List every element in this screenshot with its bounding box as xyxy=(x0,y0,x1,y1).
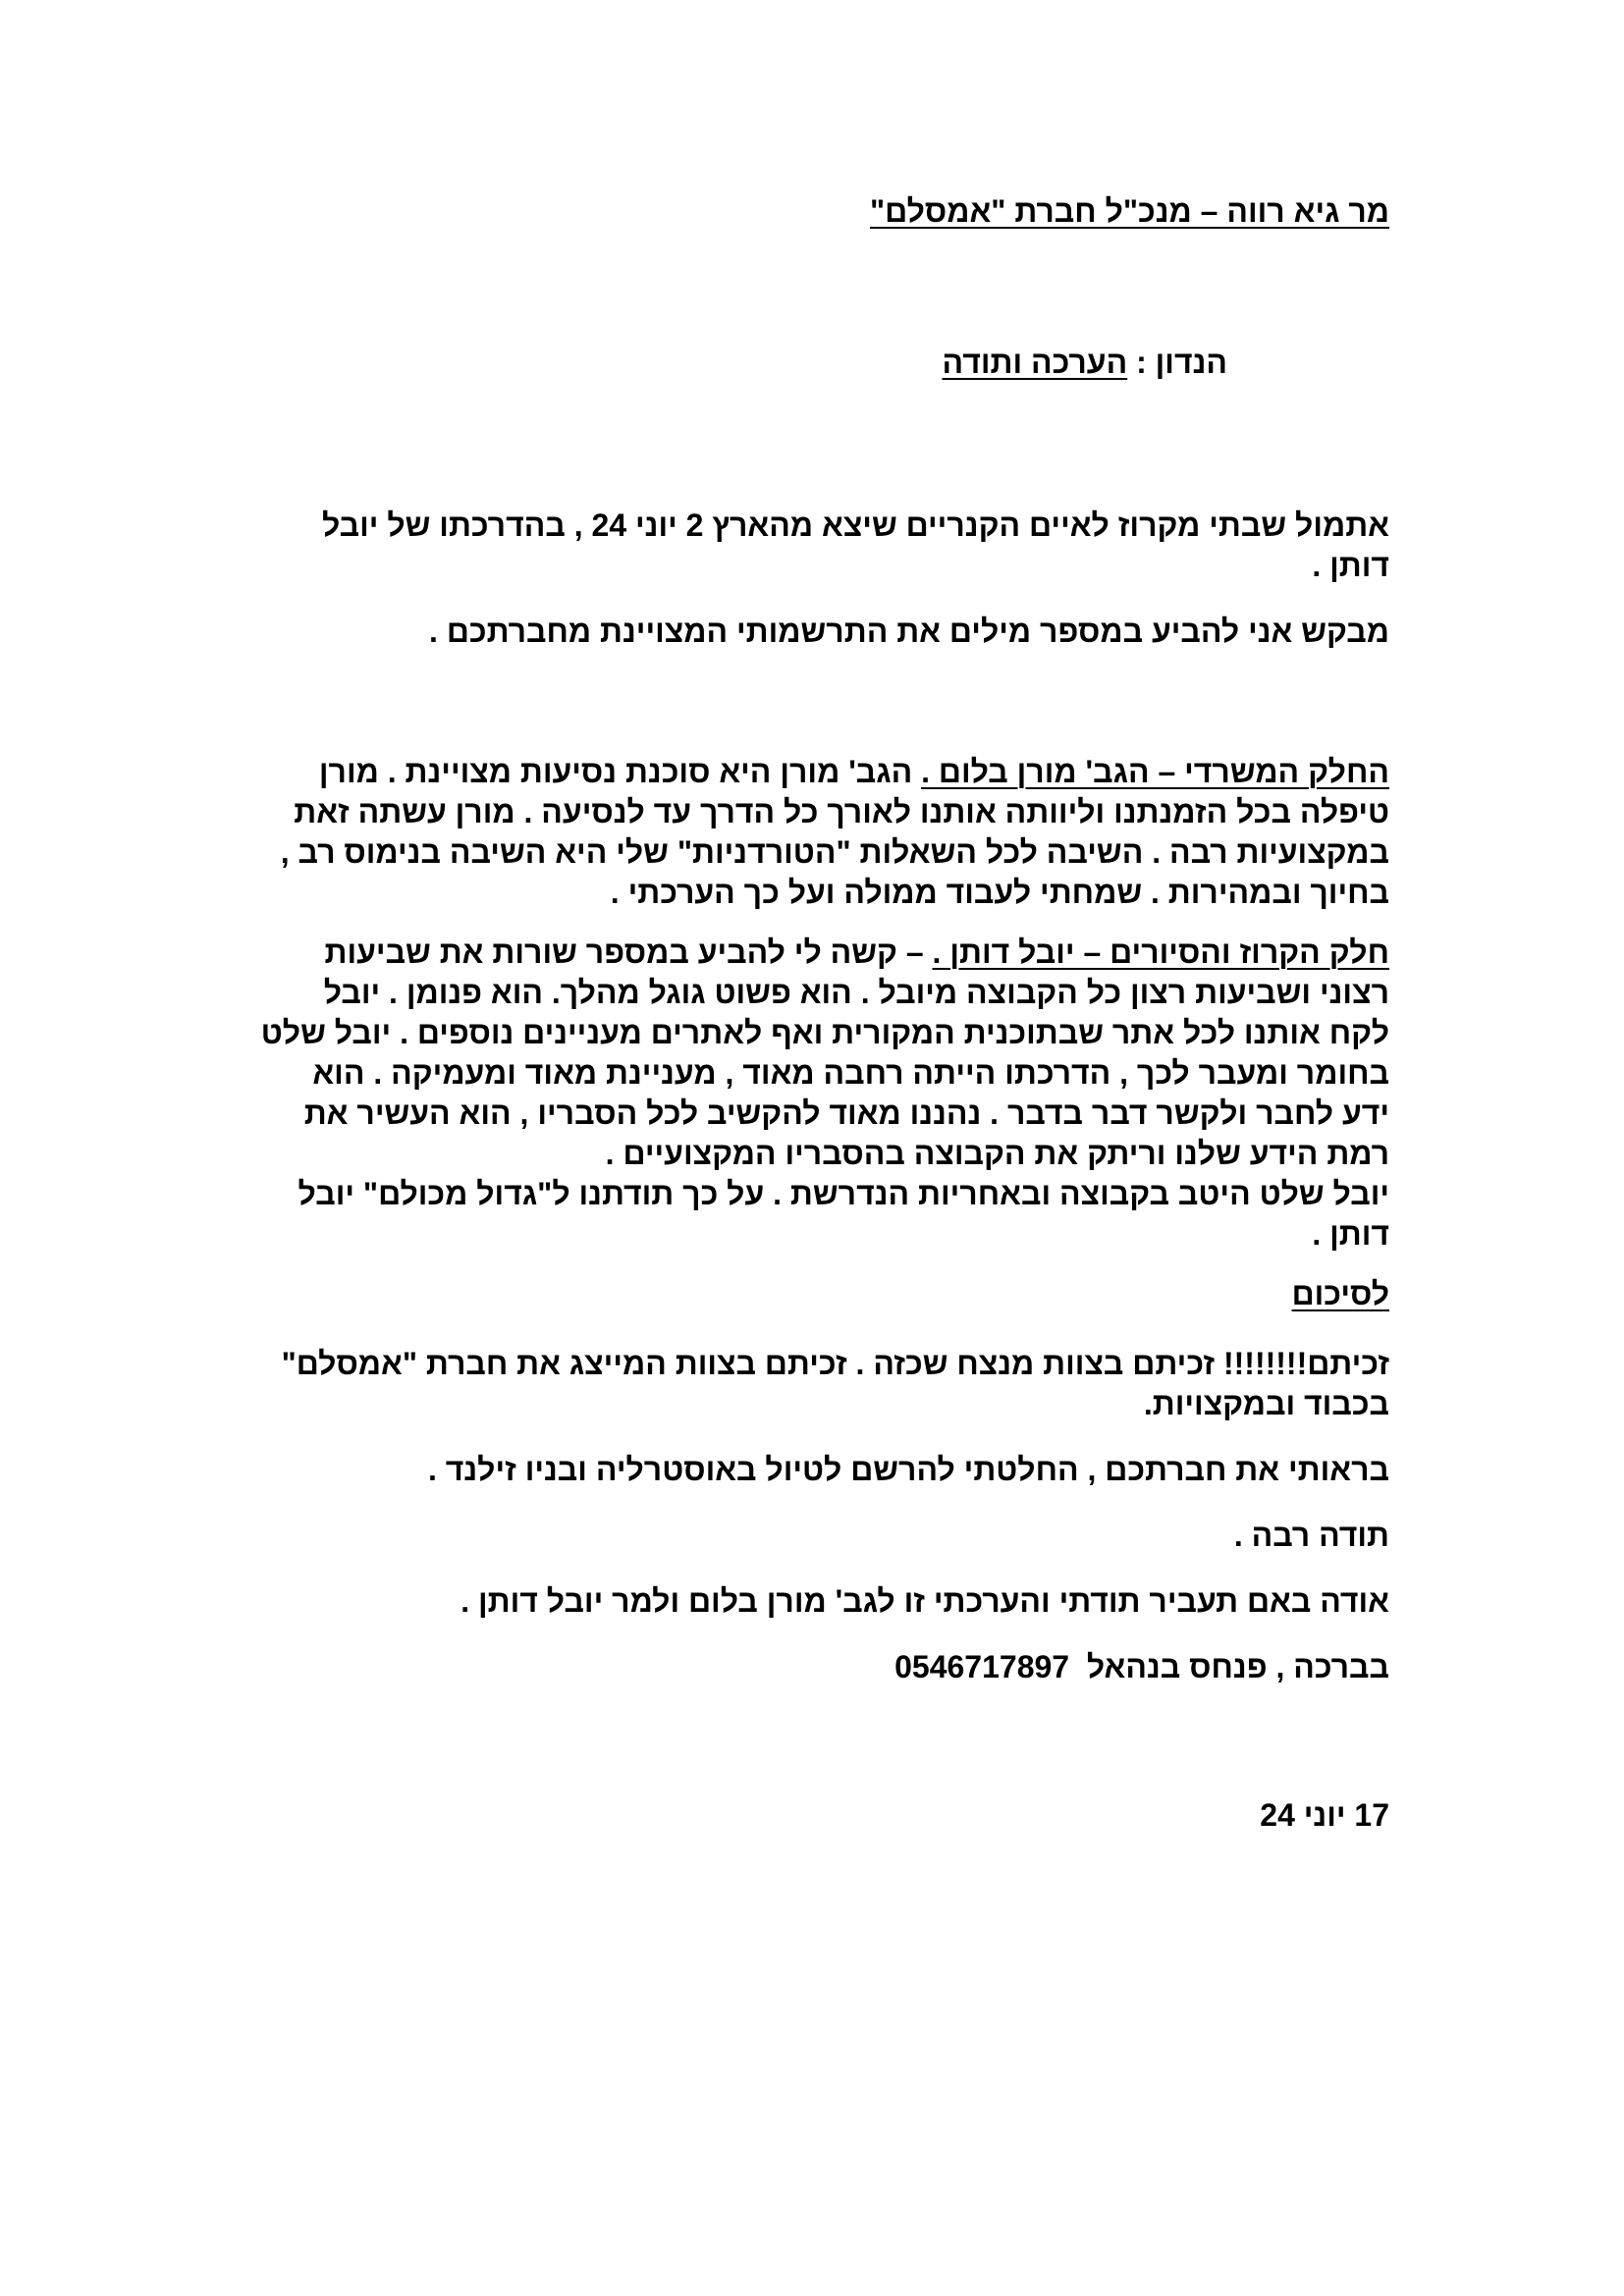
summary-heading: לסיכום xyxy=(1291,1276,1389,1311)
letter-date: 17 יוני 24 xyxy=(1260,1797,1389,1833)
office-section xyxy=(260,752,1389,913)
subject-value: הערכה ותודה xyxy=(942,345,1128,380)
request-line: אודה באם תעביר תודתי והערכתי זו לגב' מורן בלום ולמר יובל דותן . xyxy=(460,1583,1389,1619)
summary-paragraph-2: בראותי את חברתכם , החלטתי להרשם לטיול באוסטרליה ובניו זילנד . xyxy=(427,1452,1389,1487)
tours-text: – קשה לי להביע במספר שורות את שביעות רצוני ושביעות רצון כל הקבוצה מיובל . הוא פשוט גוגל מהלך. הוא פנומן . יובל לקח אותנו לכל אתר שבתוכנית המקורית ואף לאתרים מעניינים נוספים . יובל שלט בחומר ומעבר לכך , הדרכתו הייתה רחבה מאוד , מעניינת מאוד ומעמיקה . הוא ידע לחבר ולקשר דבר בדבר . נהננו מאוד להקשיב לכל הסבריו , הוא העשיר את רמת הידע שלנו וריתק את הקבוצה בהסבריו המקצועיים . xyxy=(260,934,1389,1171)
subject-line xyxy=(260,343,1389,383)
tours-section xyxy=(260,933,1389,1174)
intro-paragraph-2: מבקש אני להביע במספר מילים את התרשמותי המצויינת מחברתכם . xyxy=(429,614,1389,649)
recipient-line: מר גיא רווה – מנכ"ל חברת "אמסלם" xyxy=(870,193,1389,229)
intro-paragraph-1: אתמול שבתי מקרוז לאיים הקנריים שיצא מהארץ 2 יוני 24 , בהדרכתו של יובל דותן . xyxy=(322,507,1389,583)
letter-page xyxy=(260,191,1389,1836)
signature-name: בברכה , פנחס בנהאל xyxy=(1086,1649,1389,1684)
summary-paragraph-1: זכיתם!!!!!!!! זכיתם בצוות מנצח שכזה . זכיתם בצוות המייצג את חברת "אמסלם" בכבוד ובמקצויות. xyxy=(281,1346,1389,1421)
office-heading: החלק המשרדי – הגב' מורן בלום . xyxy=(921,754,1389,789)
signature-line xyxy=(260,1647,1389,1687)
thanks-line: תודה רבה . xyxy=(1233,1518,1389,1553)
phone-number: 0546717897 xyxy=(894,1649,1070,1684)
tours-heading: חלק הקרוז והסיורים – יובל דותן . xyxy=(932,934,1389,970)
tours-text-2: יובל שלט היטב בקבוצה ובאחריות הנדרשת . על כך תודתנו ל"גדול מכולם" יובל דותן . xyxy=(298,1176,1389,1252)
office-text: הגב' מורן היא סוכנת נסיעות מצויינת . מורן טיפלה בכל הזמנתנו וליוותה אותנו לאורך כל הדרך עד לנסיעה . מורן עשתה זאת במקצועיות רבה . השיבה לכל השאלות "הטורדניות" שלי היא השיבה בנימוס רב , בחיוך ובמהירות . שמחתי לעבוד ממולה ועל כך הערכתי . xyxy=(280,754,1389,910)
subject-label: הנדון : xyxy=(1136,345,1227,380)
